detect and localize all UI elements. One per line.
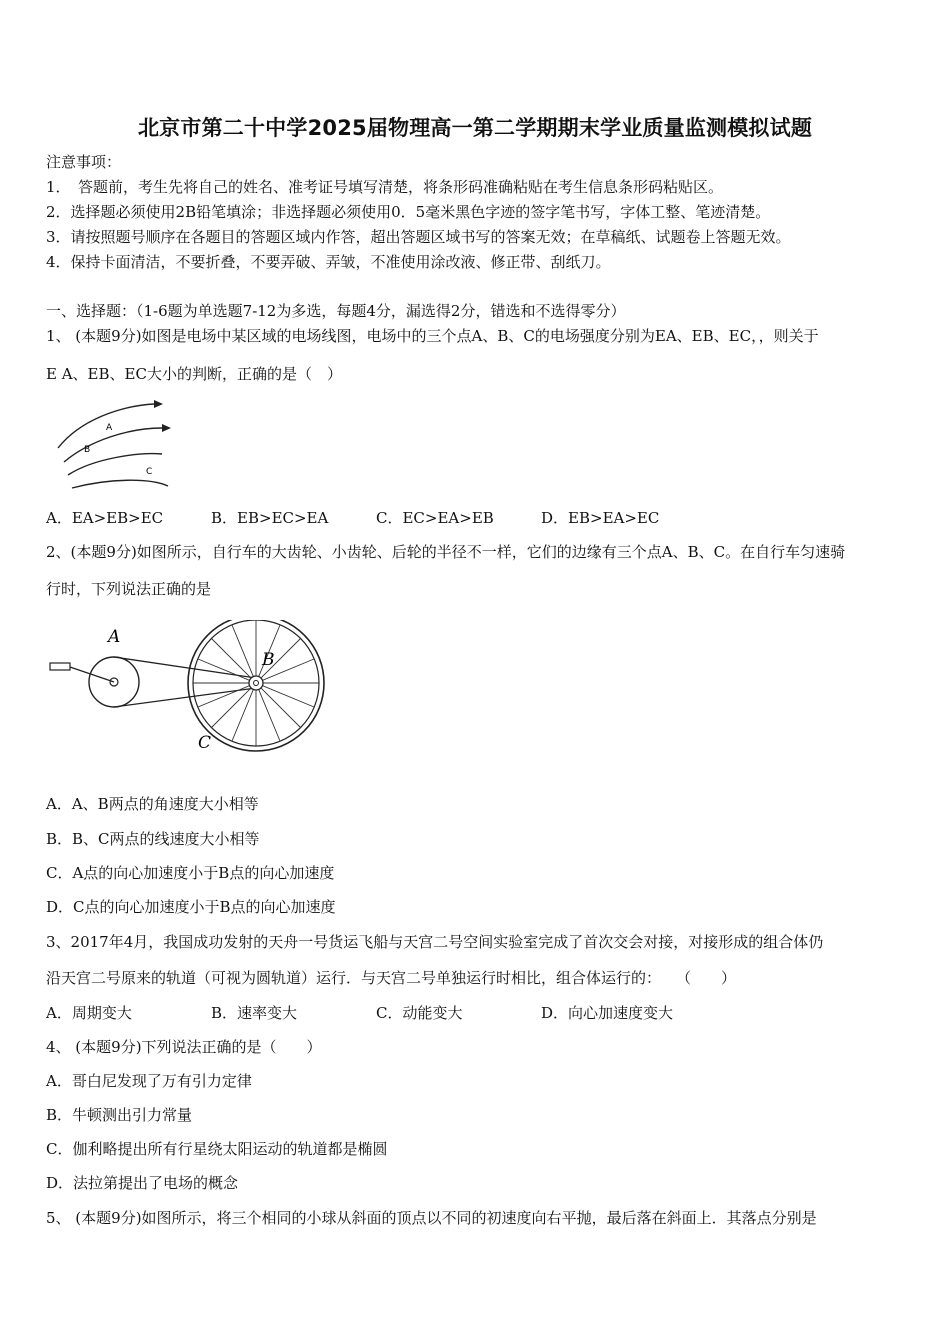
q1-option-c[interactable]: C．EC>EA>EB	[376, 509, 494, 527]
q1-option-a[interactable]: A．EA>EB>EC	[46, 509, 164, 527]
q4-option-a[interactable]: A．哥白尼发现了万有引力定律	[46, 1072, 252, 1090]
q4-option-b[interactable]: B．牛顿测出引力常量	[46, 1106, 193, 1124]
q3-stem-line1: 3、2017年4月，我国成功发射的天舟一号货运飞船与天宫二号空间实验室完成了首次交会对接，对接形成的组合体仍	[46, 933, 824, 951]
field-point-c-label: C	[146, 467, 153, 477]
q4-option-c[interactable]: C．伽利略提出所有行星绕太阳运动的轨道都是椭圆	[46, 1140, 388, 1158]
q3-option-a[interactable]: A．周期变大	[46, 1004, 132, 1022]
q1-option-d[interactable]: D．EB>EA>EC	[541, 509, 660, 527]
q3-stem-line2: 沿天宫二号原来的轨道（可视为圆轨道）运行．与天宫二号单独运行时相比，组合体运行的： （ ）	[46, 969, 737, 987]
notice-item: 4．保持卡面清洁，不要折叠，不要弄破、弄皱，不准使用涂改液、修正带、刮纸刀。	[46, 253, 611, 271]
q2-option-b[interactable]: B．B、C两点的线速度大小相等	[46, 830, 260, 848]
page-title: 北京市第二十中学2025届物理高一第二学期期末学业质量监测模拟试题	[137, 116, 813, 140]
notice-item: 3．请按照题号顺序在各题目的答题区域内作答，超出答题区域书写的答案无效；在草稿纸、试题卷上答题无效。	[46, 228, 791, 246]
q1-stem-line1: 1、 (本题9分)如图是电场中某区域的电场线图，电场中的三个点A、B、C的电场强度分别为EA、EB、EC，，则关于	[46, 327, 819, 345]
notice-item: 1． 答题前，考生先将自己的姓名、准考证号填写清楚，将条形码准确粘贴在考生信息条形码粘贴区。	[46, 178, 724, 196]
gear-point-b-label: B	[262, 650, 275, 670]
electric-field-lines-figure	[50, 398, 180, 493]
q2-option-c[interactable]: C．A点的向心加速度小于B点的向心加速度	[46, 864, 335, 882]
gear-point-c-label: C	[198, 733, 212, 753]
q3-option-d[interactable]: D．向心加速度变大	[541, 1004, 674, 1022]
q4-stem-line1: 4、 (本题9分)下列说法正确的是（ ）	[46, 1038, 322, 1056]
q3-option-b[interactable]: B．速率变大	[211, 1004, 298, 1022]
q5-stem-line1: 5、 (本题9分)如图所示，将三个相同的小球从斜面的顶点以不同的初速度向右平抛，最后落在斜面上．其落点分别是	[46, 1209, 817, 1227]
section-heading: 一、选择题：（1-6题为单选题7-12为多选，每题4分，漏选得2分，错选和不选得零分）	[46, 302, 626, 320]
notice-heading: 注意事项：	[46, 153, 122, 171]
field-point-b-label: B	[84, 445, 91, 455]
bicycle-gears-figure	[46, 620, 336, 755]
gear-point-a-label: A	[108, 627, 121, 647]
q1-option-b[interactable]: B．EB>EC>EA	[211, 509, 329, 527]
q3-option-c[interactable]: C．动能变大	[376, 1004, 463, 1022]
notice-item: 2．选择题必须使用2B铅笔填涂；非选择题必须使用0．5毫米黑色字迹的签字笔书写，字体工整、笔迹清楚。	[46, 203, 771, 221]
field-point-a-label: A	[106, 423, 113, 433]
q4-option-d[interactable]: D．法拉第提出了电场的概念	[46, 1174, 239, 1192]
q2-stem-line1: 2、(本题9分)如图所示，自行车的大齿轮、小齿轮、后轮的半径不一样，它们的边缘有三个点A、B、C。在自行车匀速骑	[46, 543, 846, 561]
q1-stem-line2: E A、EB、EC大小的判断，正确的是（ ）	[46, 365, 342, 383]
q2-stem-line2: 行时，下列说法正确的是	[46, 580, 212, 598]
q2-option-a[interactable]: A．A、B两点的角速度大小相等	[46, 795, 259, 813]
q2-option-d[interactable]: D．C点的向心加速度小于B点的向心加速度	[46, 898, 336, 916]
